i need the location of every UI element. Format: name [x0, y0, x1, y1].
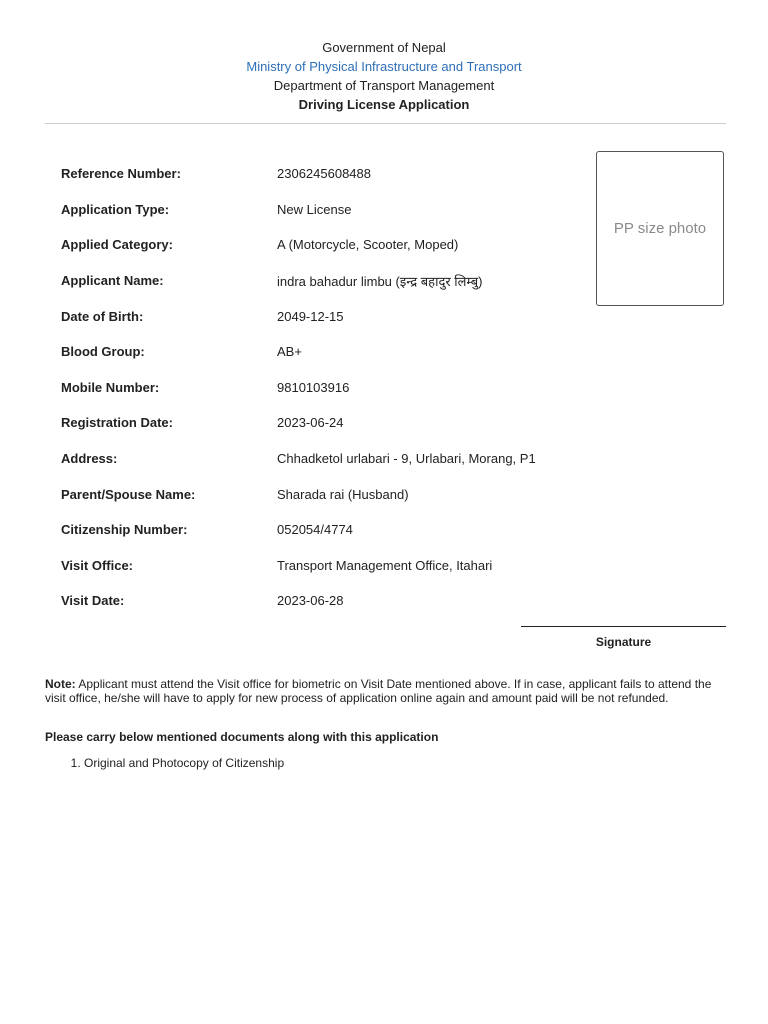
field-value: Transport Management Office, Itahari: [277, 557, 493, 573]
field-value: New License: [277, 201, 352, 217]
department-title: Department of Transport Management: [273, 78, 495, 93]
field-value: A (Motorcycle, Scooter, Moped): [277, 237, 459, 253]
documents-list: [45, 755, 284, 771]
field-label: Citizenship Number:: [61, 522, 188, 538]
field-visit-date: [61, 583, 581, 619]
field-value: Sharada rai (Husband): [277, 486, 409, 502]
signature-label: Signature: [595, 635, 652, 649]
field-value: indra bahadur limbu (इन्द्र बहादुर लिम्बु): [277, 273, 483, 289]
field-value: 052054/4774: [277, 522, 353, 538]
field-label: Blood Group:: [61, 344, 145, 360]
field-address: [61, 441, 581, 477]
field-value: 2049-12-15: [277, 308, 344, 324]
field-label: Reference Number:: [61, 166, 181, 182]
header-divider: [45, 123, 726, 124]
field-date-of-birth: [61, 298, 581, 334]
field-registration-date: [61, 405, 581, 441]
field-mobile-number: [61, 370, 581, 406]
field-label: Date of Birth:: [61, 308, 144, 324]
field-citizenship-number: [61, 512, 581, 548]
field-label: Parent/Spouse Name:: [61, 486, 196, 502]
field-label: Application Type:: [61, 201, 170, 217]
list-item: 1. Original and Photocopy of Citizenship: [84, 755, 284, 771]
field-label: Registration Date:: [61, 415, 173, 431]
field-value: Chhadketol urlabari - 9, Urlabari, Morang, P1: [277, 451, 536, 467]
field-label: Visit Office:: [61, 557, 134, 573]
field-applicant-name: [61, 263, 581, 299]
note-paragraph: [45, 677, 725, 705]
field-reference-number: [61, 156, 581, 192]
field-blood-group: [61, 334, 581, 370]
field-application-type: [61, 192, 581, 228]
field-label: Mobile Number:: [61, 379, 160, 395]
field-label: Visit Date:: [61, 593, 125, 609]
field-label: Applicant Name:: [61, 273, 164, 289]
field-value: 9810103916: [277, 379, 350, 395]
field-value: 2023-06-24: [277, 415, 344, 431]
note-text: Applicant must attend the Visit office for biometric on Visit Date mentioned above. If in case, applicant fails to attend the visit office, he/she will have to apply for new process of application online again and amount paid will be not refunded.: [45, 677, 712, 705]
field-value: AB+: [277, 344, 302, 360]
documents-title: Please carry below mentioned documents along with this application: [45, 730, 439, 744]
photo-placeholder-text: PP size photo: [613, 220, 707, 237]
document-header: [0, 38, 768, 114]
ministry-title: Ministry of Physical Infrastructure and Transport: [246, 59, 522, 74]
form-title: Driving License Application: [298, 97, 470, 112]
field-parent-spouse-name: [61, 476, 581, 512]
photo-placeholder-box: [596, 151, 724, 306]
field-value: 2023-06-28: [277, 593, 344, 609]
application-details: [61, 156, 581, 619]
signature-line: [521, 626, 726, 627]
note-label: Note:: [45, 677, 76, 691]
field-label: Address:: [61, 451, 118, 467]
field-label: Applied Category:: [61, 237, 173, 253]
government-title: Government of Nepal: [322, 40, 446, 55]
field-visit-office: [61, 548, 581, 584]
field-value: 2306245608488: [277, 166, 371, 182]
field-applied-category: [61, 227, 581, 263]
